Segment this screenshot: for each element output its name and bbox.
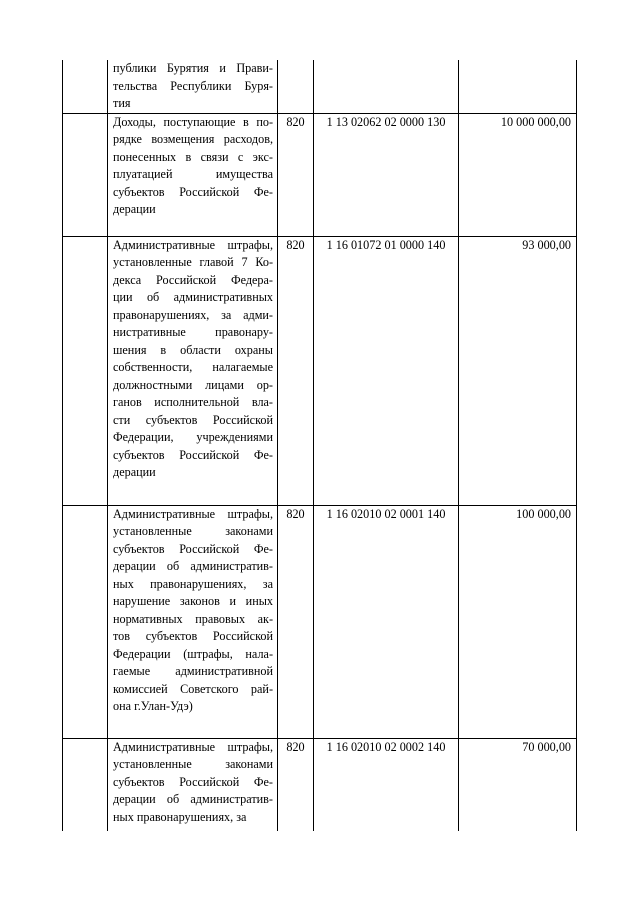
budget-code-cell — [314, 60, 459, 113]
revenue-name-line: дерации об административ- — [113, 792, 273, 806]
row-number-cell — [63, 738, 108, 831]
table-row — [63, 236, 577, 505]
revenue-name-line: ции об административных — [113, 290, 273, 304]
revenue-name-line: собственности, налагаемые — [113, 360, 273, 374]
table-row — [63, 738, 577, 831]
revenue-name-line: декса Российской Федера- — [113, 272, 273, 287]
revenue-name-line: ных правонарушениях, за — [113, 576, 273, 591]
budget-code-cell — [314, 738, 459, 831]
revenue-name-line: Доходы, поступающие в по- — [113, 114, 273, 129]
revenue-name-cell — [108, 738, 278, 831]
revenue-name-line: субъектов Российской Фе- — [113, 774, 273, 789]
revenue-name-line: Административные штрафы, — [113, 739, 273, 754]
revenue-name-line: шения в области охраны — [113, 342, 273, 357]
revenue-name-line: нистративные правонару- — [113, 325, 273, 339]
revenue-name-line: тия — [113, 96, 131, 110]
revenue-name-cell — [108, 505, 278, 738]
row-number-cell — [63, 236, 108, 505]
admin-code: 820 — [286, 506, 305, 521]
table-row — [63, 505, 577, 738]
revenue-name-line: субъектов Российской Фе- — [113, 541, 273, 556]
amount: 70 000,00 — [522, 739, 571, 754]
revenue-name-line: Федерации (штрафы, нала- — [113, 646, 273, 661]
table-row — [63, 113, 577, 236]
budget-code: 1 16 01072 01 0000 140 — [326, 237, 446, 252]
revenue-name-line: Административные штрафы, — [113, 237, 273, 252]
revenue-name-cell — [108, 236, 278, 505]
revenue-name-line: Федерации, учреждениями — [113, 430, 273, 444]
revenue-name-line: тельства Республики Буря- — [113, 78, 273, 93]
budget-code: 1 13 02062 02 0000 130 — [326, 114, 446, 129]
admin-code: 820 — [286, 237, 305, 252]
revenue-name-line: установленные законами — [113, 757, 273, 771]
revenue-name-line: плуатацией имущества — [113, 167, 273, 181]
table-row — [63, 60, 577, 113]
row-number-cell — [63, 60, 108, 113]
revenue-name-cell — [108, 113, 278, 236]
revenue-name-line: понесенных в связи с экс- — [113, 149, 273, 164]
revenue-name-line: дерации — [113, 465, 156, 479]
admin-code: 820 — [286, 739, 305, 754]
revenue-name-line: нарушение законов и иных — [113, 594, 273, 608]
amount-cell — [459, 236, 577, 505]
revenue-table-body — [63, 60, 577, 831]
admin-code-cell — [278, 738, 314, 831]
amount-cell — [459, 113, 577, 236]
amount-cell — [459, 738, 577, 831]
revenue-name-line: нормативных правовых ак- — [113, 611, 273, 626]
revenue-name-line: сти субъектов Российской — [113, 412, 273, 427]
revenue-name-line: рядке возмещения расходов, — [113, 132, 273, 146]
revenue-name-line: она г.Улан-Удэ) — [113, 699, 193, 713]
admin-code-cell — [278, 60, 314, 113]
revenue-name-line: публики Бурятия и Прави- — [113, 61, 273, 75]
revenue-name — [108, 237, 277, 482]
revenue-name — [108, 506, 277, 716]
revenue-name-line: ных правонарушениях, за — [113, 809, 247, 824]
admin-code-cell — [278, 113, 314, 236]
amount-cell — [459, 505, 577, 738]
revenue-name-line: ганов исполнительной вла- — [113, 395, 273, 409]
revenue-name-cell — [108, 60, 278, 113]
revenue-name-line: установленные законами — [113, 524, 273, 538]
revenue-table — [62, 60, 577, 831]
budget-code-cell — [314, 236, 459, 505]
revenue-name — [108, 739, 277, 827]
budget-code-cell — [314, 113, 459, 236]
row-number-cell — [63, 113, 108, 236]
revenue-name-line: субъектов Российской Фе- — [113, 447, 273, 462]
revenue-name-line: тов субъектов Российской — [113, 629, 273, 643]
admin-code-cell — [278, 236, 314, 505]
amount: 93 000,00 — [522, 237, 571, 252]
revenue-name-line: дерации — [113, 202, 156, 216]
amount: 10 000 000,00 — [500, 114, 571, 129]
admin-code: 820 — [286, 114, 305, 129]
revenue-name-line: комиссией Советского рай- — [113, 681, 273, 696]
revenue-name-line: правонарушениях, за адми- — [113, 307, 273, 322]
revenue-name-line: субъектов Российской Фе- — [113, 184, 273, 199]
revenue-name-line: должностными лицами ор- — [113, 377, 273, 392]
revenue-name-line: Административные штрафы, — [113, 506, 273, 521]
budget-code: 1 16 02010 02 0001 140 — [326, 506, 446, 521]
budget-code-cell — [314, 505, 459, 738]
revenue-name — [108, 114, 277, 219]
amount: 100 000,00 — [516, 506, 571, 521]
revenue-name-line: установленные главой 7 Ко- — [113, 255, 273, 269]
revenue-name-line: дерации об административ- — [113, 559, 273, 573]
revenue-name-line: гаемые административной — [113, 664, 273, 678]
budget-code: 1 16 02010 02 0002 140 — [326, 739, 446, 754]
amount-cell — [459, 60, 577, 113]
admin-code-cell — [278, 505, 314, 738]
row-number-cell — [63, 505, 108, 738]
revenue-name — [108, 60, 277, 113]
